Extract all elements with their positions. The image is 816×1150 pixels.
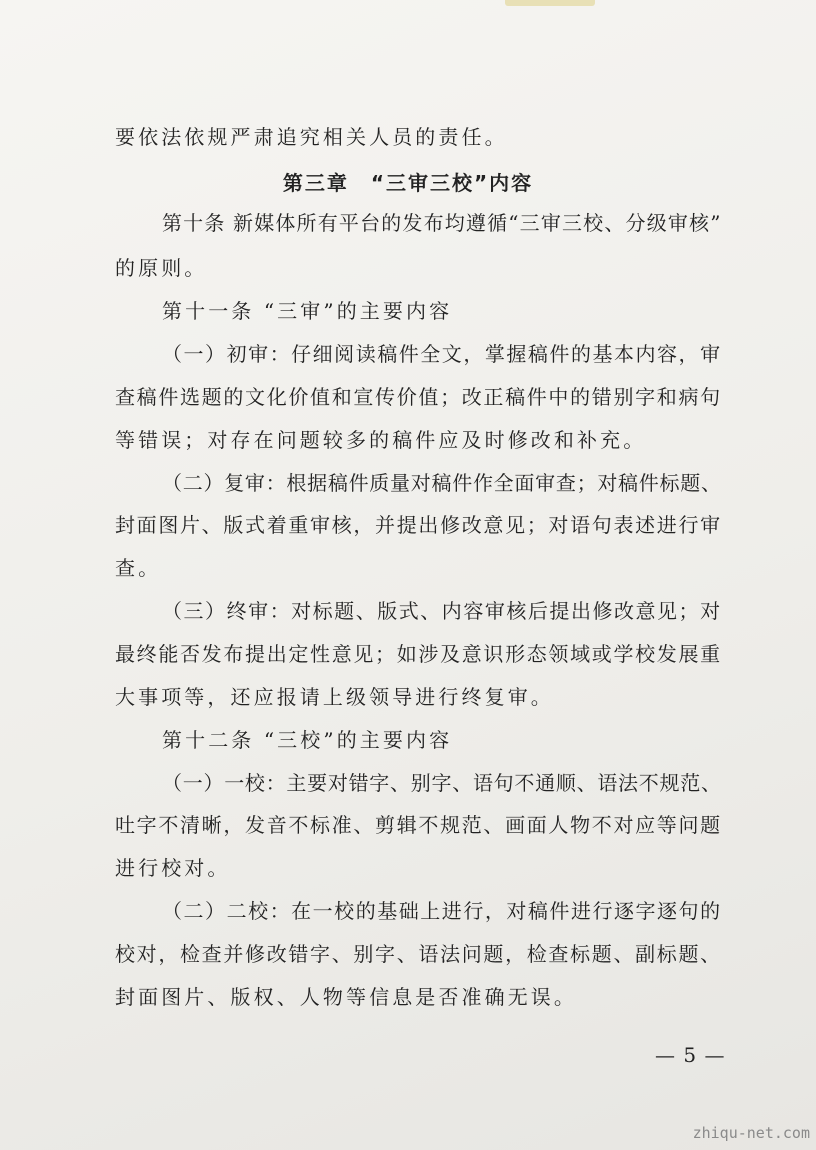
text-line: 等错误；对存在问题较多的稿件应及时修改和补充。 xyxy=(115,428,647,452)
text-line: （二）二校：在一校的基础上进行，对稿件进行逐字逐句的 xyxy=(162,899,722,923)
paper-tab-mark xyxy=(505,0,595,6)
text-line: 最终能否发布提出定性意见；如涉及意识形态领域或学校发展重 xyxy=(115,642,722,666)
text-line: 要依法依规严肃追究相关人员的责任。 xyxy=(115,125,508,149)
text-line: 校对，检查并修改错字、别字、语法问题，检查标题、副标题、 xyxy=(115,942,722,966)
text-line: （二）复审：根据稿件质量对稿件作全面审查；对稿件标题、 xyxy=(162,471,722,495)
site-watermark: zhiqu-net.com xyxy=(692,1124,810,1142)
chapter-heading: 第三章 “三审三校”内容 xyxy=(282,171,534,195)
page-number: — 5 — xyxy=(655,1043,726,1067)
text-line: 封面图片、版权、人物等信息是否准确无误。 xyxy=(115,985,577,1009)
text-line: （一）一校：主要对错字、别字、语句不通顺、语法不规范、 xyxy=(162,771,722,795)
text-line: 进行校对。 xyxy=(115,856,231,880)
article-10-line: 第十条 新媒体所有平台的发布均遵循“三审三校、分级审核” xyxy=(162,211,722,235)
text-line: 大事项等，还应报请上级领导进行终复审。 xyxy=(115,685,554,709)
text-line: 查。 xyxy=(115,556,162,580)
article-12-heading: 第十二条 “三校”的主要内容 xyxy=(162,728,453,752)
text-line: 封面图片、版式着重审核，并提出修改意见；对语句表述进行审 xyxy=(115,513,722,537)
article-11-heading: 第十一条 “三审”的主要内容 xyxy=(162,299,453,323)
text-line: 查稿件选题的文化价值和宣传价值；改正稿件中的错别字和病句 xyxy=(115,385,722,409)
text-line: （一）初审：仔细阅读稿件全文，掌握稿件的基本内容，审 xyxy=(162,342,722,366)
text-line: （三）终审：对标题、版式、内容审核后提出修改意见；对 xyxy=(162,599,722,623)
text-line: 吐字不清晰，发音不标准、剪辑不规范、画面人物不对应等问题 xyxy=(115,813,722,837)
text-line: 的原则。 xyxy=(115,256,208,280)
